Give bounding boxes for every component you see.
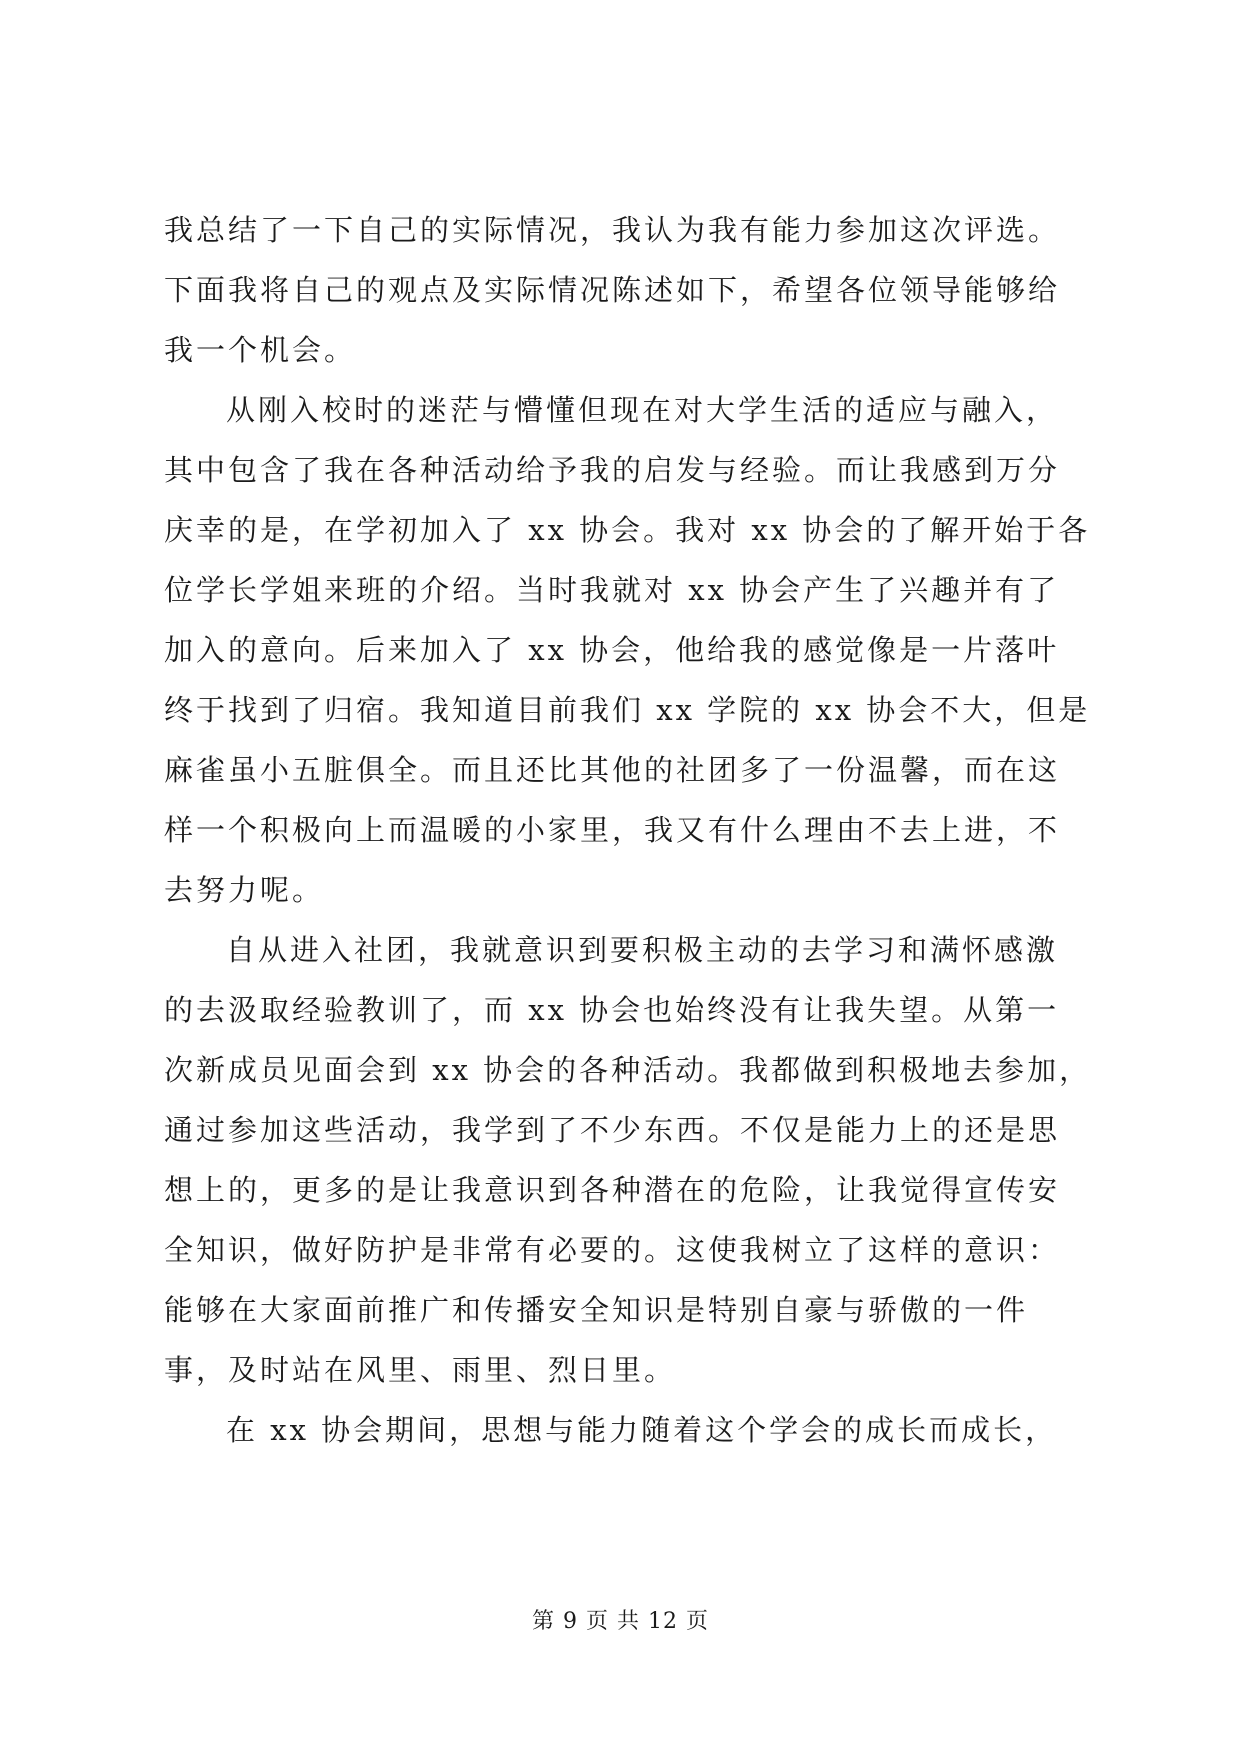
page-footer: 第 9 页 共 12 页 <box>532 1609 709 1634</box>
text-line: 终于找到了归宿。我知道目前我们 xx 学院的 xx 协会不大，但是 <box>164 693 1091 727</box>
text-line: 事，及时站在风里、雨里、烈日里。 <box>164 1353 677 1387</box>
text-line: 去努力呢。 <box>164 873 325 907</box>
text-line: 全知识，做好防护是非常有必要的。这使我树立了这样的意识： <box>164 1233 1061 1267</box>
body-text <box>164 200 1092 1460</box>
text-line: 我一个机会。 <box>164 333 357 367</box>
text-line: 次新成员见面会到 xx 协会的各种活动。我都做到积极地去参加， <box>164 1053 1092 1087</box>
text-line: 下面我将自己的观点及实际情况陈述如下，希望各位领导能够给 <box>164 273 1061 307</box>
text-line: 能够在大家面前推广和传播安全知识是特别自豪与骄傲的一件 <box>164 1293 1029 1327</box>
text-line: 想上的，更多的是让我意识到各种潜在的危险，让我觉得宣传安 <box>164 1173 1061 1207</box>
text-line: 我总结了一下自己的实际情况，我认为我有能力参加这次评选。 <box>164 213 1061 247</box>
text-line: 从刚入校时的迷茫与懵懂但现在对大学生活的适应与融入， <box>226 393 1059 427</box>
text-line: 的去汲取经验教训了，而 xx 协会也始终没有让我失望。从第一 <box>164 993 1060 1027</box>
text-line: 加入的意向。后来加入了 xx 协会，他给我的感觉像是一片落叶 <box>164 633 1060 667</box>
text-line: 庆幸的是，在学初加入了 xx 协会。我对 xx 协会的了解开始于各 <box>164 513 1091 547</box>
text-line: 其中包含了我在各种活动给予我的启发与经验。而让我感到万分 <box>164 453 1061 487</box>
text-line: 通过参加这些活动，我学到了不少东西。不仅是能力上的还是思 <box>164 1113 1061 1147</box>
text-line: 自从进入社团，我就意识到要积极主动的去学习和满怀感激 <box>226 933 1059 967</box>
text-line: 在 xx 协会期间，思想与能力随着这个学会的成长而成长， <box>226 1413 1058 1447</box>
text-line: 麻雀虽小五脏俱全。而且还比其他的社团多了一份温馨，而在这 <box>164 753 1061 787</box>
text-line: 位学长学姐来班的介绍。当时我就对 xx 协会产生了兴趣并有了 <box>164 573 1060 607</box>
text-line: 样一个积极向上而温暖的小家里，我又有什么理由不去上进，不 <box>164 813 1061 847</box>
